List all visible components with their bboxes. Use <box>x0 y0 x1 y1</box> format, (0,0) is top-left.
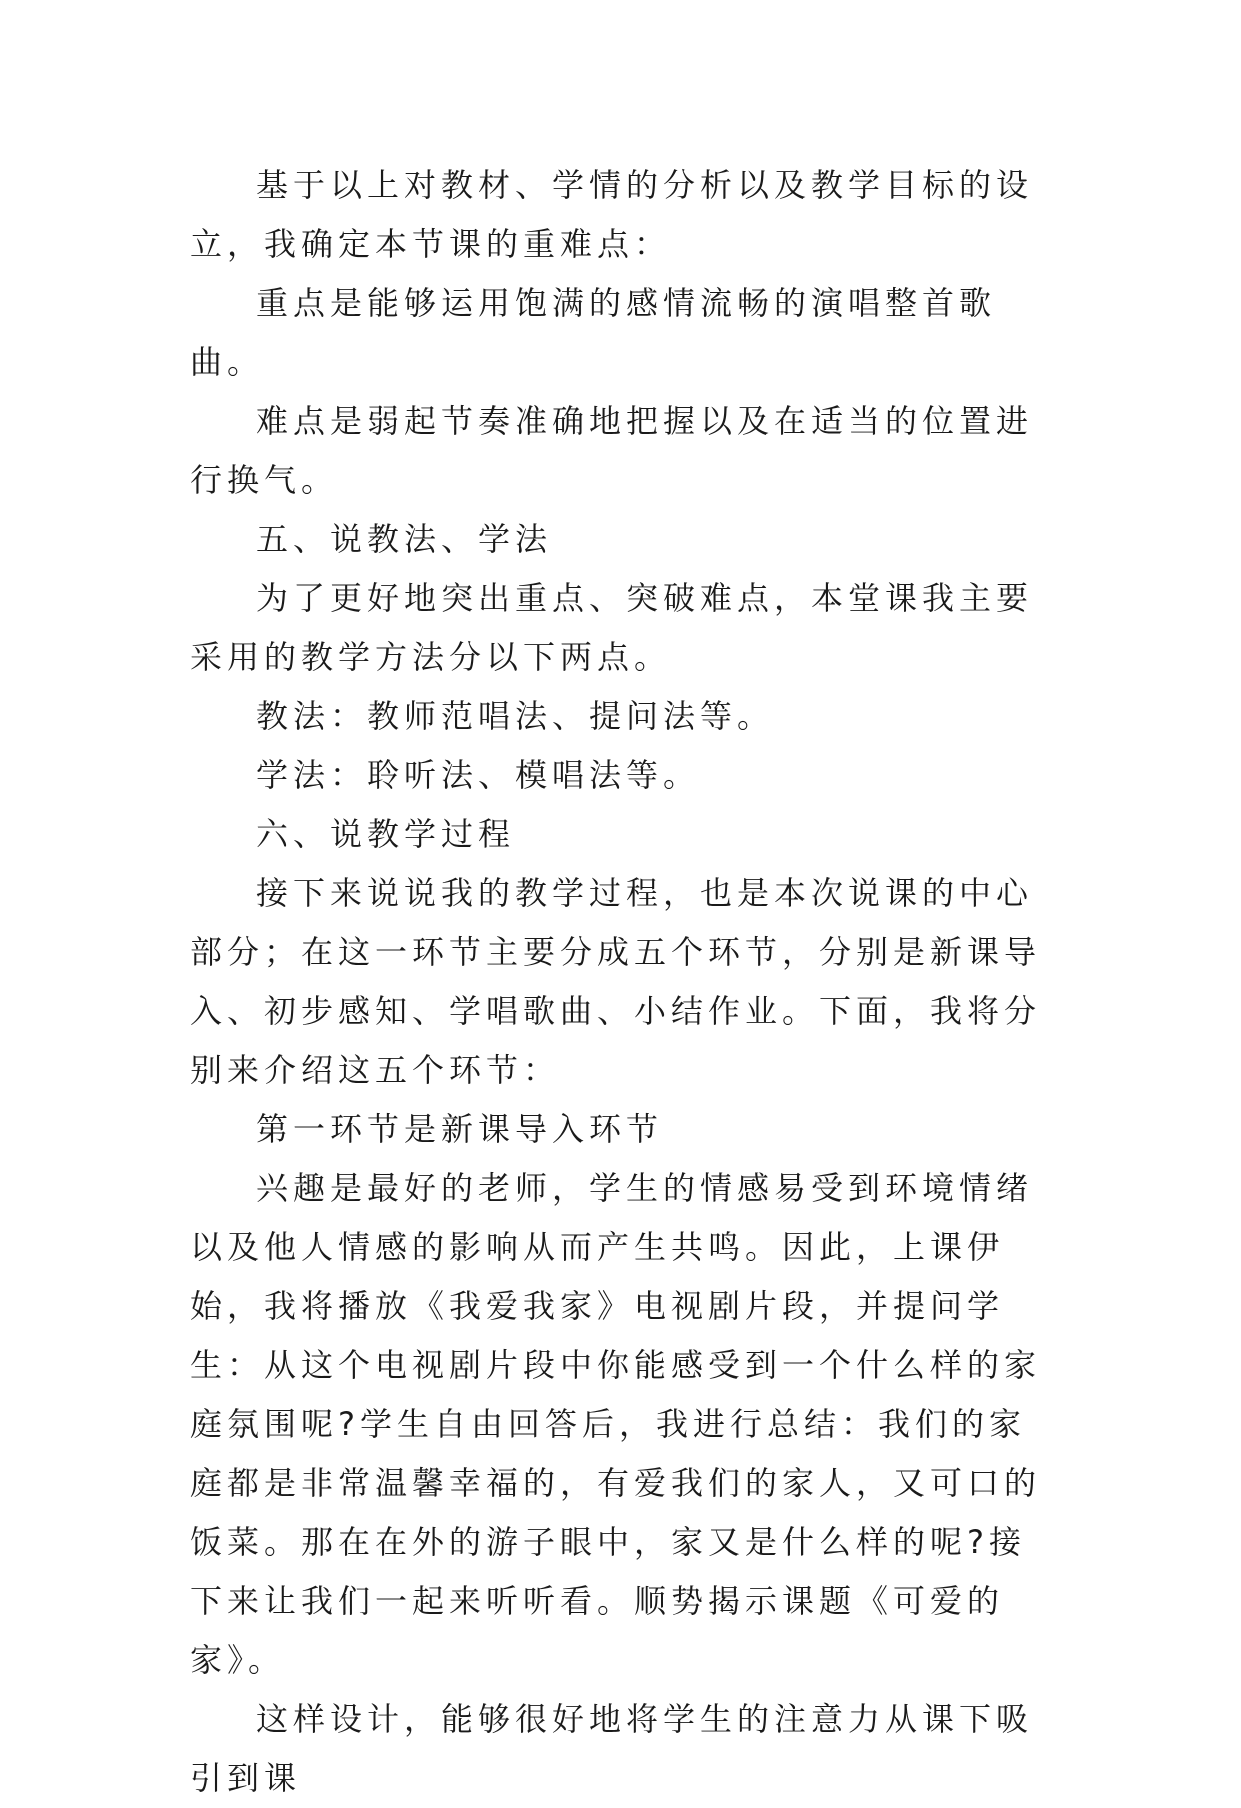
paragraph-learning-method: 学法：聆听法、模唱法等。 <box>256 756 701 794</box>
paragraph-design-rationale: 这样设计，能够很好地将学生的注意力从课下吸引到课 <box>190 1700 1034 1797</box>
heading-teaching-process: 六、说教学过程 <box>256 815 516 853</box>
paragraph-methods-intro: 为了更好地突出重点、突破难点，本堂课我主要采用的教学方法分以下两点。 <box>190 579 1034 676</box>
paragraph-key-points-intro: 基于以上对教材、学情的分析以及教学目标的设立，我确定本节课的重难点： <box>190 166 1034 263</box>
paragraph-difficult-point: 难点是弱起节奏准确地把握以及在适当的位置进行换气。 <box>190 402 1034 499</box>
document-body <box>190 156 1050 1808</box>
paragraph-first-stage-detail: 兴趣是最好的老师，学生的情感易受到环境情绪以及他人情感的影响从而产生共鸣。因此，上课伊始，我将播放《我爱我家》电视剧片段，并提问学生：从这个电视剧片段中你能感受到一个什么样的家庭氛围呢?学生自由回答后，我进行总结：我们的家庭都是非常温馨幸福的，有爱我们的家人，又可口的饭菜。那在在外的游子眼中，家又是什么样的呢?接下来让我们一起来听听看。顺势揭示课题《可爱的家》。 <box>190 1169 1042 1679</box>
paragraph-teaching-method: 教法：教师范唱法、提问法等。 <box>256 697 775 735</box>
heading-first-stage: 第一环节是新课导入环节 <box>256 1110 664 1148</box>
heading-teaching-methods: 五、说教法、学法 <box>256 520 553 558</box>
paragraph-key-point: 重点是能够运用饱满的感情流畅的演唱整首歌曲。 <box>190 284 997 381</box>
paragraph-process-intro: 接下来说说我的教学过程，也是本次说课的中心部分；在这一环节主要分成五个环节，分别是新课导入、初步感知、学唱歌曲、小结作业。下面，我将分别来介绍这五个环节： <box>190 874 1042 1089</box>
